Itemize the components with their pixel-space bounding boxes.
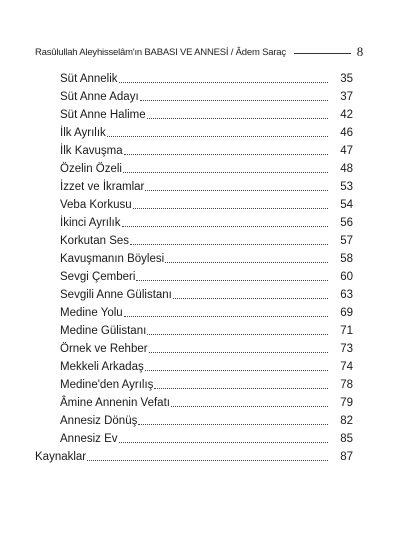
toc-entry-page-number: 57 bbox=[340, 235, 353, 247]
dot-leader bbox=[119, 82, 328, 83]
dot-leader bbox=[122, 226, 329, 227]
toc-entry-title: Medine Gülistanı bbox=[60, 325, 147, 337]
dot-leader bbox=[149, 352, 328, 353]
dot-leader bbox=[145, 370, 328, 371]
dot-leader bbox=[124, 154, 328, 155]
toc-entry-page-number: 71 bbox=[340, 325, 353, 337]
toc-entry-page-number: 78 bbox=[340, 379, 353, 391]
toc-entry-title: İlk Ayrılık bbox=[60, 127, 106, 139]
toc-entry-page-number: 35 bbox=[340, 73, 353, 85]
toc-entry-title: Korkutan Ses bbox=[60, 235, 130, 247]
toc-entry bbox=[0, 248, 400, 266]
toc-entry bbox=[0, 338, 400, 356]
toc-entry-page-number: 85 bbox=[340, 433, 353, 445]
toc-entry-page-number: 47 bbox=[340, 145, 353, 157]
toc-entry bbox=[0, 122, 400, 140]
dot-leader bbox=[136, 280, 328, 281]
toc-entry bbox=[0, 356, 400, 374]
toc-entry-page-number: 53 bbox=[340, 181, 353, 193]
dot-leader bbox=[140, 100, 328, 101]
toc-entry-page-number: 79 bbox=[340, 397, 353, 409]
toc-entry-title: Süt Annelik bbox=[60, 73, 118, 85]
table-of-contents bbox=[0, 68, 400, 464]
dot-leader bbox=[138, 424, 328, 425]
toc-entry-title: Kavuşmanın Böylesi bbox=[60, 253, 165, 265]
toc-entry bbox=[0, 392, 400, 410]
toc-entry-title: Sevgili Anne Gülistanı bbox=[60, 289, 172, 301]
toc-entry bbox=[0, 230, 400, 248]
dot-leader bbox=[124, 316, 328, 317]
toc-entry bbox=[0, 374, 400, 392]
toc-entry-title: Veba Korkusu bbox=[60, 199, 132, 211]
toc-entry-page-number: 46 bbox=[340, 127, 353, 139]
toc-entry bbox=[0, 284, 400, 302]
toc-entry-page-number: 54 bbox=[340, 199, 353, 211]
dot-leader bbox=[154, 388, 328, 389]
toc-entry-page-number: 37 bbox=[340, 91, 353, 103]
dot-leader bbox=[147, 118, 328, 119]
toc-entry bbox=[0, 266, 400, 284]
toc-entry bbox=[0, 104, 400, 122]
toc-entry-title: Süt Anne Halime bbox=[60, 109, 146, 121]
dot-leader bbox=[145, 190, 328, 191]
toc-entry bbox=[0, 158, 400, 176]
toc-entry bbox=[0, 320, 400, 338]
dot-leader bbox=[130, 244, 328, 245]
toc-entry-page-number: 74 bbox=[340, 361, 353, 373]
dot-leader bbox=[171, 406, 328, 407]
dot-leader bbox=[173, 298, 328, 299]
toc-entry-page-number: 58 bbox=[340, 253, 353, 265]
toc-entry-title: Medine Yolu bbox=[60, 307, 123, 319]
toc-entry-page-number: 87 bbox=[340, 451, 353, 463]
toc-entry-title: Annesiz Ev bbox=[60, 433, 118, 445]
toc-entry-title: Örnek ve Rehber bbox=[60, 343, 148, 355]
dot-leader bbox=[147, 334, 328, 335]
toc-entry bbox=[0, 212, 400, 230]
toc-entry-title: İkinci Ayrılık bbox=[60, 217, 121, 229]
toc-entry-page-number: 73 bbox=[340, 343, 353, 355]
toc-entry bbox=[0, 140, 400, 158]
dot-leader bbox=[123, 172, 328, 173]
page-number: 8 bbox=[356, 44, 363, 59]
toc-entry-page-number: 60 bbox=[340, 271, 353, 283]
toc-entry-title: Süt Anne Adayı bbox=[60, 91, 139, 103]
toc-entry-title: Medine'den Ayrılış bbox=[60, 379, 154, 391]
toc-entry-page-number: 56 bbox=[340, 217, 353, 229]
toc-entry bbox=[0, 446, 400, 464]
toc-entry bbox=[0, 302, 400, 320]
toc-entry-title: Annesiz Dönüş bbox=[60, 415, 138, 427]
dot-leader bbox=[165, 262, 328, 263]
toc-entry-title: Sevgi Çemberi bbox=[60, 271, 136, 283]
toc-entry bbox=[0, 86, 400, 104]
dot-leader bbox=[119, 442, 328, 443]
toc-entry-title: Âmine Annenin Vefatı bbox=[60, 397, 170, 409]
dot-leader bbox=[87, 460, 328, 461]
toc-entry-title: Mekkeli Arkadaş bbox=[60, 361, 144, 373]
toc-entry-page-number: 82 bbox=[340, 415, 353, 427]
running-header bbox=[35, 44, 363, 60]
toc-entry-page-number: 63 bbox=[340, 289, 353, 301]
dot-leader bbox=[107, 136, 328, 137]
toc-entry bbox=[0, 176, 400, 194]
toc-entry bbox=[0, 68, 400, 86]
toc-entry bbox=[0, 194, 400, 212]
toc-entry-title: İlk Kavuşma bbox=[60, 145, 123, 157]
running-header-title: Rasûlullah Aleyhisselâm'ın BABASI VE ANNESİ / Âdem Saraç bbox=[35, 46, 286, 58]
toc-entry bbox=[0, 428, 400, 446]
toc-entry-title: İzzet ve İkramlar bbox=[60, 181, 145, 193]
toc-entry-title: Özelin Özeli bbox=[60, 163, 122, 175]
toc-entry-title: Kaynaklar bbox=[35, 451, 87, 463]
toc-entry-page-number: 48 bbox=[340, 163, 353, 175]
dot-leader bbox=[133, 208, 328, 209]
toc-entry-page-number: 69 bbox=[340, 307, 353, 319]
header-rule bbox=[294, 53, 351, 54]
toc-entry bbox=[0, 410, 400, 428]
toc-entry-page-number: 42 bbox=[340, 109, 353, 121]
